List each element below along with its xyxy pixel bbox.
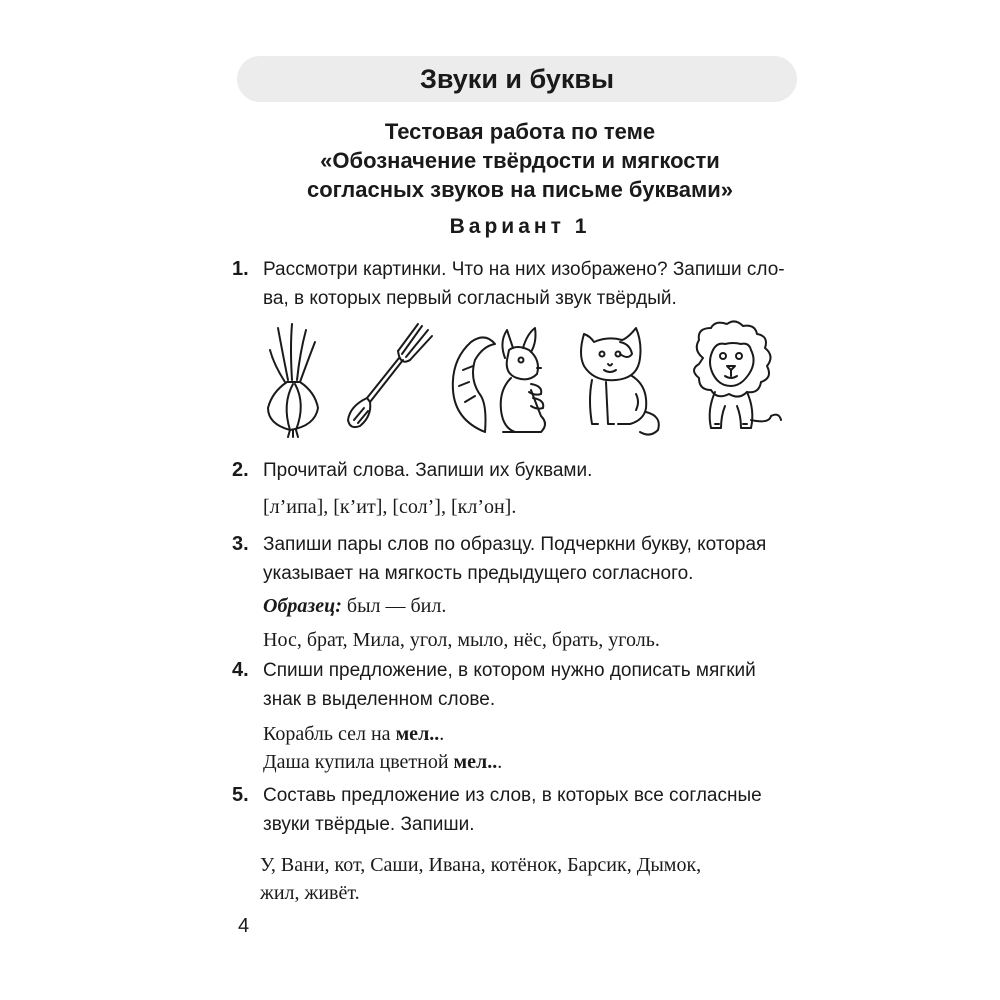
sample-label: Образец:: [263, 595, 342, 617]
section-title: Звуки и буквы: [419, 63, 615, 94]
fork-picture: [340, 320, 435, 438]
instruction-line: Рассмотри картинки. Что на них изображено? Запиши сло-: [263, 259, 785, 280]
task-1: [232, 255, 812, 313]
squirrel-picture: [445, 320, 555, 438]
sentence-text: Корабль сел на: [263, 723, 391, 745]
sentence-end: .: [439, 723, 445, 745]
task-number: 4.: [232, 659, 249, 681]
task-instruction: [263, 781, 812, 839]
picture-row: [255, 320, 785, 445]
variant-heading: Вариант 1: [449, 215, 591, 238]
test-title-line: согласных звуков на письме буквами»: [307, 177, 733, 202]
instruction-line: Прочитай слова. Запиши их буквами.: [263, 460, 593, 481]
instruction-line: указывает на мягкость предыдущего согласного.: [263, 563, 694, 584]
task-3: [232, 530, 812, 654]
task-number: 1.: [232, 258, 249, 280]
highlighted-word: мел..: [395, 723, 440, 745]
instruction-line: звуки твёрдые. Запиши.: [263, 814, 475, 835]
task-number: 2.: [232, 459, 249, 481]
task-instruction: [263, 656, 812, 714]
task-instruction: [263, 456, 812, 485]
sample-line: [263, 592, 812, 620]
page-number: 4: [238, 915, 250, 937]
task-instruction: [263, 255, 812, 313]
sentence-text: Даша купила цветной: [263, 751, 449, 773]
sentence-end: .: [497, 751, 503, 773]
task-5: [232, 781, 812, 907]
task-2: [232, 456, 812, 521]
instruction-line: Спиши предложение, в котором нужно дописать мягкий: [263, 660, 756, 681]
test-title: [200, 117, 840, 204]
sample-text: был — бил.: [346, 595, 447, 617]
onion-picture: [260, 320, 330, 438]
word-list-line: жил, живёт.: [260, 882, 360, 904]
task-4: [232, 656, 812, 776]
test-title-line: «Обозначение твёрдости и мягкости: [320, 148, 720, 173]
section-title-band: [237, 56, 797, 102]
task-instruction: [263, 530, 812, 588]
instruction-line: знак в выделенном слове.: [263, 689, 496, 710]
sentence-1: [263, 720, 812, 748]
instruction-line: Составь предложение из слов, в которых все согласные: [263, 785, 762, 806]
instruction-line: ва, в которых первый согласный звук твёрдый.: [263, 288, 677, 309]
task-words: Нос, брат, Мила, угол, мыло, нёс, брать, уголь.: [263, 629, 660, 651]
instruction-line: Запиши пары слов по образцу. Подчеркни букву, которая: [263, 534, 767, 555]
task-number: 3.: [232, 533, 249, 555]
task-words: [л’ипа], [к’ит], [сол’], [кл’он].: [263, 496, 517, 518]
cat-picture: [570, 320, 670, 438]
highlighted-word: мел..: [453, 751, 498, 773]
test-title-line: Тестовая работа по теме: [384, 119, 656, 144]
lion-picture: [685, 320, 790, 438]
word-list-line: У, Вани, кот, Саши, Ивана, котёнок, Барсик, Дымок,: [260, 854, 702, 876]
task-number: 5.: [232, 784, 249, 806]
sentence-2: [263, 748, 812, 776]
